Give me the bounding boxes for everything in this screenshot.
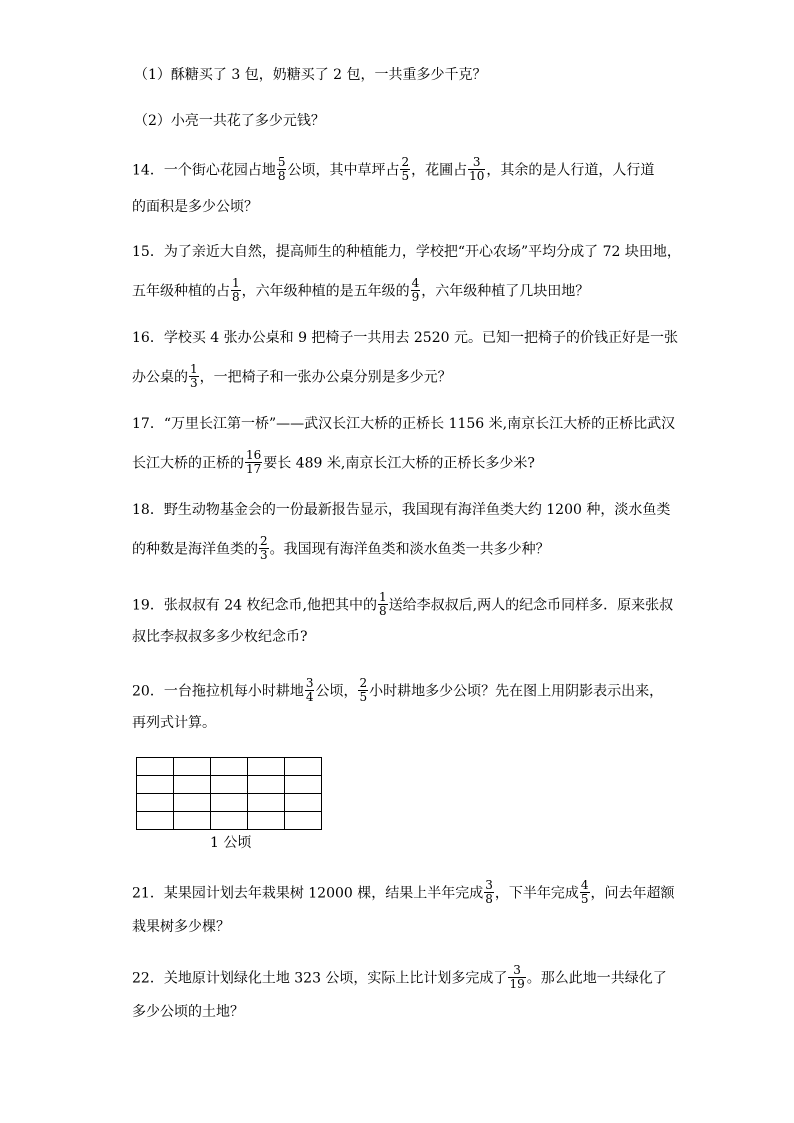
denominator: 9: [411, 290, 420, 304]
denominator: 5: [359, 690, 368, 704]
denominator: 8: [378, 604, 387, 618]
grid-row: [137, 776, 322, 794]
q16-text-b: ，一把椅子和一张办公桌分别是多少元？: [199, 369, 452, 386]
q17-line1: 17．“万里长江第一桥”——武汉长江大桥的正桥长 1156 米,南京长江大桥的正桥比武汉: [132, 416, 676, 432]
q15-text-a: 五年级种植的占: [132, 283, 230, 300]
numerator: 2: [260, 534, 268, 548]
q21-fraction-2: [580, 879, 590, 906]
denominator: 10: [469, 169, 485, 183]
grid-cell[interactable]: [211, 794, 248, 812]
grid-cell[interactable]: [211, 776, 248, 794]
q22-text-a: 22．关地原计划绿化土地 323 公顷，实际上比计划多完成了: [132, 970, 508, 987]
grid-cell[interactable]: [174, 776, 211, 794]
numerator: 4: [411, 276, 420, 290]
q20-fraction-2: [358, 677, 368, 704]
grid-cell[interactable]: [285, 812, 322, 830]
numerator: 5: [277, 155, 286, 169]
q14-fraction-3: [468, 156, 485, 183]
q18-text-b: 。我国现有海洋鱼类和淡水鱼类一共多少种？: [269, 541, 550, 558]
q21-text-a: 21．某果园计划去年栽果树 12000 棵，结果上半年完成: [132, 885, 484, 902]
q14-line2: 的面积是多少公顷？: [132, 199, 258, 215]
q17-text-b: 要长 489 米,南京长江大桥的正桥长多少米?: [263, 455, 535, 472]
q19-line1: [132, 592, 673, 619]
q22-line2: 多少公顷的土地？: [132, 1004, 244, 1020]
q22-fraction-1: [508, 964, 525, 991]
grid-cell[interactable]: [174, 794, 211, 812]
denominator: 8: [485, 892, 493, 906]
grid-cell[interactable]: [211, 758, 248, 776]
denominator: 3: [190, 376, 198, 390]
q19-text-b: 送给李叔叔后,两人的纪念币同样多．原来张叔: [388, 597, 674, 614]
q18-text-a: 的种数是海洋鱼类的: [132, 541, 258, 558]
q16-fraction-1: [189, 363, 199, 390]
q17-text-a: 长江大桥的正桥的: [132, 455, 244, 472]
q22-text-b: 。那么此地一共绿化了: [526, 970, 667, 987]
q15-fraction-2: [411, 277, 421, 304]
q18-line2: [132, 536, 550, 563]
denominator: 4: [305, 690, 314, 704]
numerator: 2: [359, 676, 368, 690]
q21-text-b: ，下半年完成: [494, 885, 579, 902]
grid-cell[interactable]: [248, 776, 285, 794]
q13-part1: （1）酥糖买了 3 包，奶糖买了 2 包，一共重多少千克？: [134, 67, 487, 83]
grid-cell[interactable]: [137, 794, 174, 812]
q16-line1: 16．学校买 4 张办公桌和 9 把椅子一共用去 2520 元。已知一把椅子的价钱正好是一张: [132, 330, 678, 346]
q21-fraction-1: [484, 879, 494, 906]
grid-cell[interactable]: [285, 794, 322, 812]
q21-line2: 栽果树多少棵？: [132, 919, 230, 935]
denominator: 5: [401, 169, 410, 183]
q20-fraction-1: [305, 677, 315, 704]
q17-fraction-1: [245, 449, 262, 476]
grid-cell[interactable]: [285, 776, 322, 794]
q20-line2: 再列式计算。: [132, 715, 216, 731]
q14-fraction-2: [400, 156, 410, 183]
grid-cell[interactable]: [248, 812, 285, 830]
q20-text-c: 小时耕地多少公顷？先在图上用阴影表示出来，: [369, 683, 664, 700]
denominator: 8: [232, 290, 240, 304]
q19-line2: 叔比李叔叔多多少枚纪念币?: [132, 629, 308, 645]
q14-text-c: ，花圃占: [411, 162, 468, 179]
q20-text-a: 20．一台拖拉机每小时耕地: [132, 683, 304, 700]
q21-line1: [132, 880, 675, 907]
denominator: 5: [580, 892, 589, 906]
grid-cell[interactable]: [248, 794, 285, 812]
q16-line2: [132, 364, 452, 391]
denominator: 17: [246, 462, 262, 476]
numerator: 3: [472, 155, 481, 169]
q21-text-c: ，问去年超额: [590, 885, 675, 902]
numerator: 1: [378, 590, 387, 604]
numerator: 3: [305, 676, 314, 690]
grid-cell[interactable]: [137, 776, 174, 794]
numerator: 3: [513, 963, 521, 977]
q13-part2: （2）小亮一共花了多少元钱？: [134, 113, 325, 129]
q14-fraction-1: [277, 156, 287, 183]
grid-row: [137, 794, 322, 812]
q15-fraction-1: [231, 277, 241, 304]
grid-row: [137, 812, 322, 830]
q19-fraction-1: [378, 591, 388, 618]
q18-line1: 18．野生动物基金会的一份最新报告显示，我国现有海洋鱼类大约 1200 种，淡水鱼类: [132, 502, 671, 518]
q19-text-a: 19．张叔叔有 24 枚纪念币,他把其中的: [132, 597, 377, 614]
grid-cell[interactable]: [174, 812, 211, 830]
grid-cell[interactable]: [174, 758, 211, 776]
q15-line2: [132, 278, 589, 305]
q20-text-b: 公顷，: [315, 683, 358, 700]
denominator: 3: [260, 548, 268, 562]
q15-text-b: ，六年级种植的是五年级的: [241, 283, 410, 300]
numerator: 16: [246, 448, 262, 462]
q18-fraction-1: [259, 535, 269, 562]
denominator: 8: [277, 169, 286, 183]
numerator: 1: [190, 362, 198, 376]
numerator: 3: [485, 878, 493, 892]
q16-text-a: 办公桌的: [132, 369, 188, 386]
q15-text-c: ，六年级种植了几块田地？: [421, 283, 590, 300]
q14-text-b: 公顷，其中草坪占: [287, 162, 400, 179]
numerator: 2: [401, 155, 410, 169]
q20-grid-caption: 1 公顷: [210, 835, 252, 851]
q14-text-e: ，其余的是人行道，人行道: [486, 162, 655, 179]
q22-line1: [132, 965, 667, 992]
grid-cell[interactable]: [137, 758, 174, 776]
grid-cell[interactable]: [285, 758, 322, 776]
grid-row: [137, 758, 322, 776]
q14-text-a: 14．一个街心花园占地: [132, 162, 276, 179]
q20-line1: [132, 678, 663, 705]
q15-line1: 15．为了亲近大自然，提高师生的种植能力，学校把“开心农场”平均分成了 72 块田地，: [132, 244, 681, 260]
numerator: 4: [580, 878, 589, 892]
q14-line1: [132, 157, 654, 184]
numerator: 1: [232, 276, 240, 290]
denominator: 19: [509, 977, 525, 991]
q17-line2: [132, 450, 535, 477]
grid-cell[interactable]: [137, 812, 174, 830]
grid-cell[interactable]: [211, 812, 248, 830]
q20-hectare-grid[interactable]: [136, 757, 322, 830]
grid-cell[interactable]: [248, 758, 285, 776]
